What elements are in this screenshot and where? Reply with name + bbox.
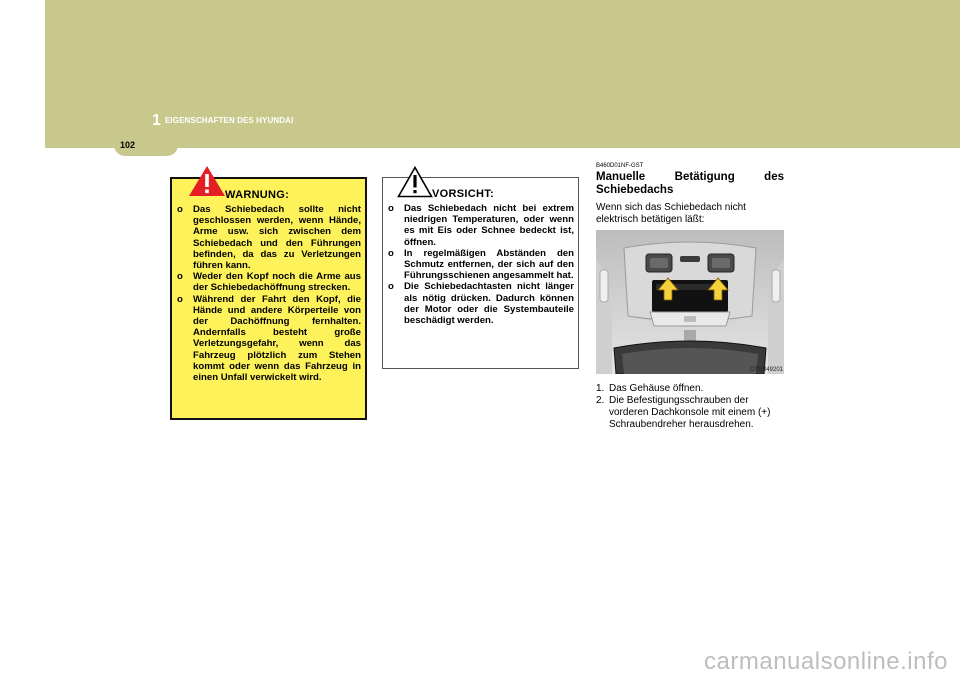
caution-title: VORSICHT:	[432, 188, 494, 200]
warning-item: o Weder den Kopf noch die Arme aus der Schiebedachöffnung strecken.	[177, 271, 361, 293]
figure-code: OTG049201	[749, 367, 783, 373]
warning-box	[170, 177, 367, 420]
warning-title: WARNUNG:	[225, 189, 290, 201]
warning-triangle-icon	[188, 165, 226, 197]
step-number: 2.	[596, 395, 605, 406]
step-text: Die Befestigungsschrauben der vorderen Dachkonsole mit einem (+) Schraubendreher herausdrehen.	[609, 395, 771, 430]
step-item	[596, 383, 784, 395]
caution-item: o In regelmäßigen Abständen den Schmutz entfernen, der sich auf den Führungsschienen angesammelt hat.	[388, 248, 574, 282]
caution-list	[388, 203, 574, 326]
overhead-console-figure	[596, 230, 784, 374]
caution-box	[382, 177, 579, 369]
chapter-title: EIGENSCHAFTEN DES HYUNDAI	[165, 116, 294, 125]
caution-item: o Das Schiebedach nicht bei extrem niedrigen Temperaturen, oder wenn es mit Eis oder Schnee bedeckt ist, öffnen.	[388, 203, 574, 248]
warning-list	[177, 204, 361, 383]
section-column	[596, 163, 784, 431]
step-item	[596, 395, 784, 431]
header-band	[45, 0, 960, 148]
warning-item: o Während der Fahrt den Kopf, die Hände und andere Körperteile von der Dachöffnung fernhalten. Andernfalls besteht große Verletzungsgefahr, wenn das Fahrzeug plötzlich zum Stehen kommt oder wenn das Fahrzeug in einen Unfall verwickelt wird.	[177, 294, 361, 384]
step-number: 1.	[596, 383, 605, 394]
warning-item: o Das Schiebedach sollte nicht geschlossen werden, wenn Hände, Arme usw. sich zwischen dem Schiebedach und den Führungen befinden, da das zu Verletzungen führen kann.	[177, 204, 361, 271]
page-number: 102	[120, 140, 136, 150]
caution-item: o Die Schiebedachtasten nicht länger als nötig drücken. Dadurch können der Motor oder die Systembauteile beschädigt werden.	[388, 281, 574, 326]
chapter-number: 1	[152, 112, 161, 129]
steps-list	[596, 383, 784, 431]
step-text: Das Gehäuse öffnen.	[609, 383, 704, 394]
section-title-line1: Manuelle Betätigung des	[596, 171, 784, 183]
section-code: B460D01NF-GST	[596, 163, 644, 169]
section-title-line2: Schiebedachs	[596, 184, 674, 196]
section-intro: Wenn sich das Schiebedach nicht elektrisch betätigen läßt:	[596, 202, 746, 225]
watermark[interactable]: carmanualsonline.info	[704, 648, 948, 675]
section-title	[596, 171, 784, 197]
overhead-console-illustration	[596, 230, 784, 374]
caution-triangle-icon	[397, 166, 433, 198]
